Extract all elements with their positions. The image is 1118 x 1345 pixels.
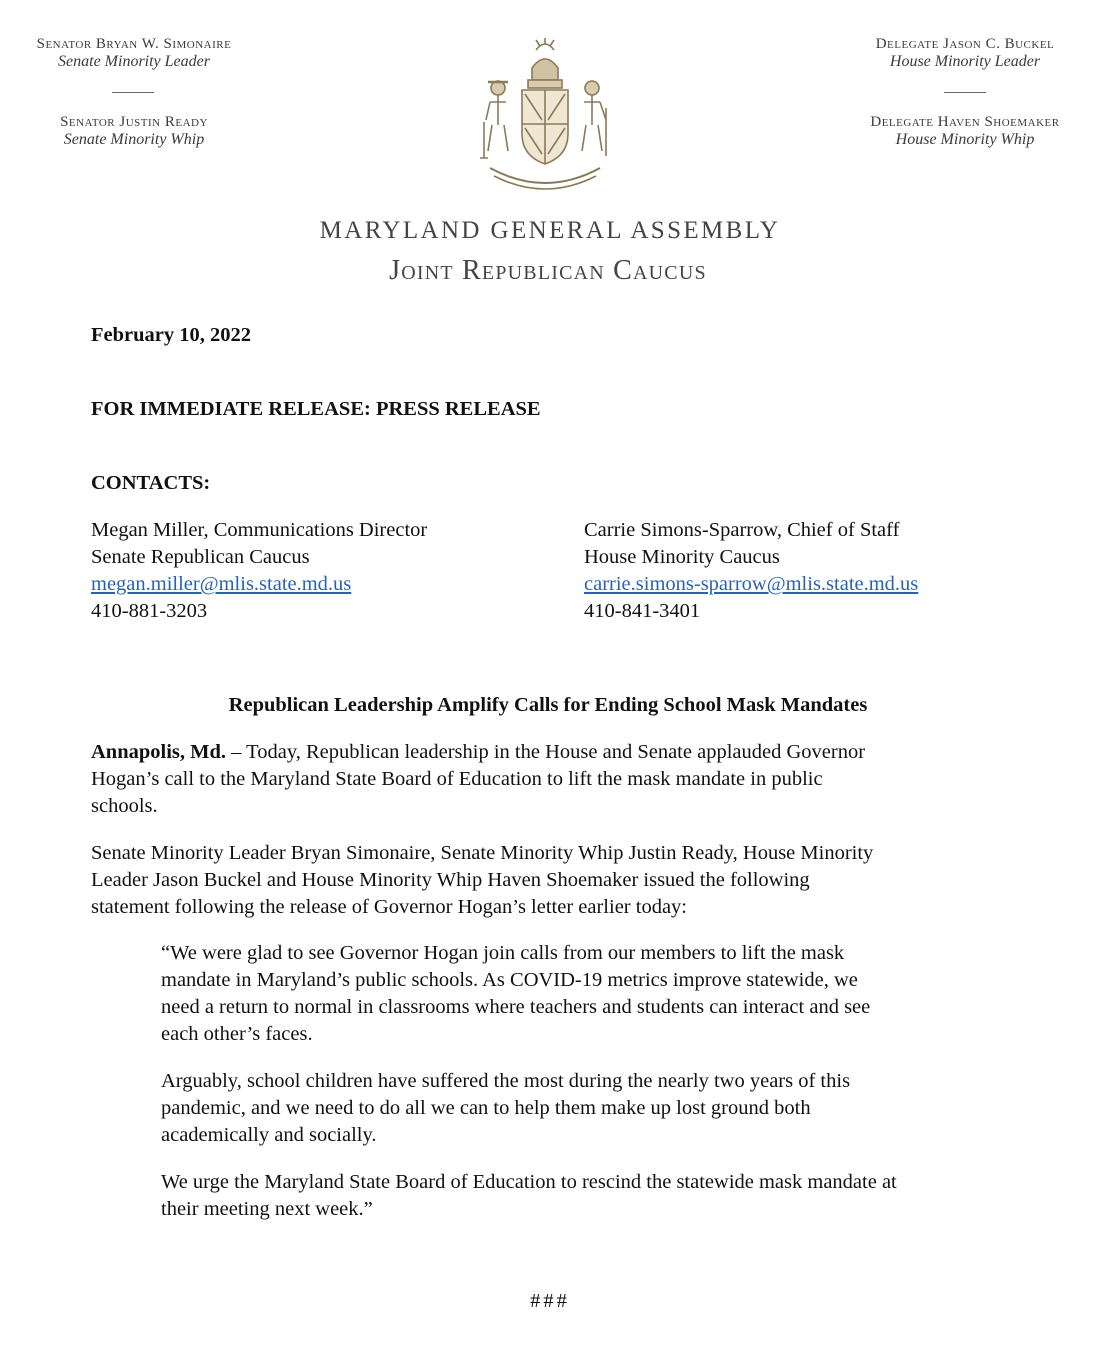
contact-email-link[interactable]: megan.miller@mlis.state.md.us [91, 573, 352, 595]
divider [112, 92, 154, 93]
officer-block-house-leader [850, 36, 1080, 71]
quote-paragraph-2 [161, 1068, 850, 1149]
contact-org: House Minority Caucus [584, 546, 780, 568]
officer-title: Senate Minority Leader [58, 53, 210, 70]
paragraph-line: Leader Jason Buckel and House Minority Whip Haven Shoemaker issued the following [91, 869, 810, 891]
paragraph-line: Senate Minority Leader Bryan Simonaire, Senate Minority Whip Justin Ready, House Minority [91, 842, 874, 864]
quote-line: each other’s faces. [161, 1023, 313, 1045]
contact-email-link[interactable]: carrie.simons-sparrow@mlis.state.md.us [584, 573, 919, 595]
quote-line: pandemic, and we need to do all we can to help them make up lost ground both [161, 1097, 811, 1119]
quote-paragraph-3 [161, 1169, 897, 1223]
officer-name: Senator Bryan W. Simonaire [36, 36, 232, 52]
lead-text-line: schools. [91, 795, 158, 817]
statement-intro-paragraph [91, 840, 873, 921]
quote-line: mandate in Maryland’s public schools. As COVID-19 metrics improve statewide, we [161, 969, 858, 991]
divider [944, 92, 986, 93]
officer-title: Senate Minority Whip [63, 131, 205, 148]
release-date: February 10, 2022 [91, 324, 251, 346]
officer-block-house-whip [850, 114, 1080, 149]
quote-line: their meeting next week.” [161, 1198, 373, 1220]
headline: Republican Leadership Amplify Calls for Ending School Mask Mandates [228, 694, 868, 716]
caucus-title: Joint Republican Caucus [389, 255, 707, 286]
officer-name: Delegate Jason C. Buckel [875, 36, 1055, 52]
officer-block-senate-whip [20, 114, 248, 149]
officer-name: Senator Justin Ready [60, 114, 208, 130]
release-label: FOR IMMEDIATE RELEASE: PRESS RELEASE [91, 398, 541, 420]
lead-text-line: – Today, Republican leadership in the House and Senate applauded Governor [226, 741, 866, 763]
quote-line: Arguably, school children have suffered the most during the nearly two years of this [161, 1070, 851, 1092]
contact-phone: 410-841-3401 [584, 600, 701, 622]
contact-name: Megan Miller, Communications Director [91, 519, 428, 541]
contact-phone: 410-881-3203 [91, 600, 208, 622]
dateline: Annapolis, Md. [91, 741, 227, 763]
officer-title: House Minority Leader [889, 53, 1041, 70]
contact-org: Senate Republican Caucus [91, 546, 310, 568]
end-mark: ### [530, 1290, 570, 1312]
contact-name: Carrie Simons-Sparrow, Chief of Staff [584, 519, 900, 541]
assembly-title: MARYLAND GENERAL ASSEMBLY [319, 217, 781, 244]
quote-line: need a return to normal in classrooms where teachers and students can interact and see [161, 996, 871, 1018]
contact-left [91, 517, 427, 625]
quote-line: academically and socially. [161, 1124, 377, 1146]
paragraph-line: statement following the release of Governor Hogan’s letter earlier today: [91, 896, 687, 918]
quote-line: We urge the Maryland State Board of Education to rescind the statewide mask mandate at [161, 1171, 897, 1193]
lead-text-line: Hogan’s call to the Maryland State Board of Education to lift the mask mandate in public [91, 768, 823, 790]
lead-paragraph [91, 739, 865, 820]
quote-line: “We were glad to see Governor Hogan join calls from our members to lift the mask [161, 942, 845, 964]
officer-title: House Minority Whip [895, 131, 1035, 148]
contact-right [584, 517, 918, 625]
contacts-label: CONTACTS: [91, 472, 211, 494]
maryland-seal-icon [470, 38, 620, 198]
officer-name: Delegate Haven Shoemaker [870, 114, 1060, 130]
quote-paragraph-1 [161, 940, 870, 1048]
officer-block-senate-leader [20, 36, 248, 71]
